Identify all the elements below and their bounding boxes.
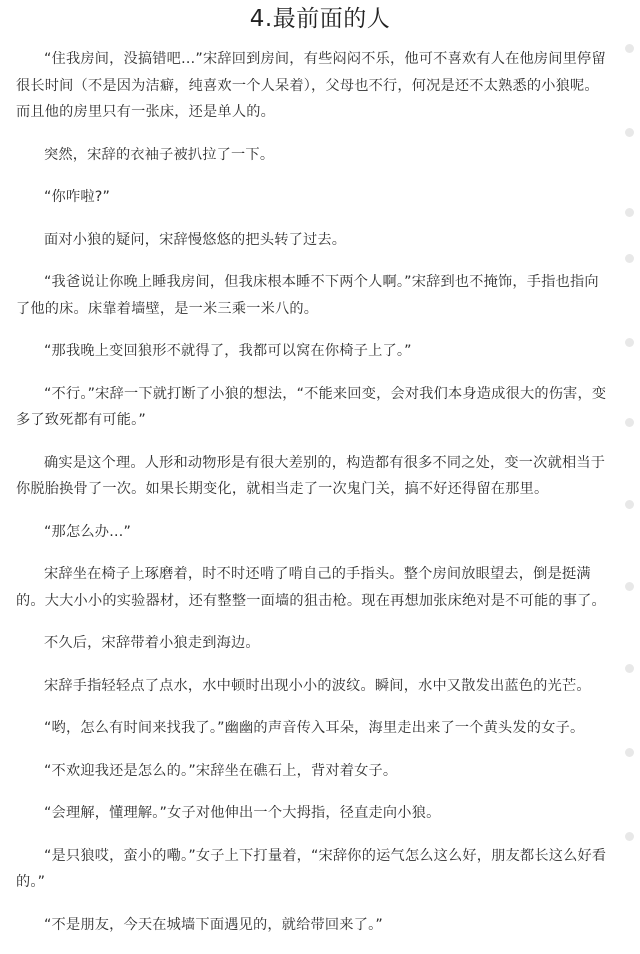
- scroll-dot-icon: [625, 254, 634, 263]
- paragraph: “住我房间，没搞错吧…”宋辞回到房间，有些闷闷不乐，他可不喜欢有人在他房间里停留很长时间（不是因为洁癖，纯喜欢一个人呆着），父母也不行，何况是还不太熟悉的小狼呢。而且他的房里只有一张床，还是单人的。: [16, 51, 606, 120]
- scroll-dot-icon: [625, 832, 634, 841]
- paragraph: “会理解，懂理解。”女子对他伸出一个大拇指，径直走向小狼。: [44, 805, 441, 821]
- paragraph: “不行。”宋辞一下就打断了小狼的想法，“不能来回变，会对我们本身造成很大的伤害，变多了致死都有可能。”: [16, 385, 607, 428]
- scroll-dot-icon: [625, 338, 634, 347]
- paragraph: “我爸说让你晚上睡我房间，但我床根本睡不下两个人啊。”宋辞到也不掩饰，手指也指向了他的床。床靠着墙壁，是一米三乘一米八的。: [16, 274, 599, 317]
- page-scroll-indicator[interactable]: [618, 0, 640, 867]
- paragraph: “不是朋友，今天在城墙下面遇见的，就给带回来了。”: [44, 916, 383, 933]
- paragraph: 突然，宋辞的衣袖子被扒拉了一下。: [44, 146, 275, 163]
- chapter-body: [16, 46, 612, 954]
- paragraph: 宋辞坐在椅子上琢磨着，时不时还啃了啃自己的手指头。整个房间放眼望去，倒是挺满的。大大小小的实验器材，还有整整一面墙的狙击枪。现在再想加张床绝对是不可能的事了。: [16, 566, 606, 609]
- scroll-dot-icon: [625, 748, 634, 757]
- paragraph: 宋辞手指轻轻点了点水，水中顿时出现小小的波纹。瞬间，水中又散发出蓝色的光芒。: [44, 677, 591, 694]
- chapter-title: 4.最前面的人: [249, 6, 391, 32]
- paragraph: “哟，怎么有时间来找我了。”幽幽的声音传入耳朵，海里走出来了一个黄头发的女子。: [44, 720, 585, 736]
- paragraph: 确实是这个理。人形和动物形是有很大差别的，构造都有很多不同之处，变一次就相当于你脱胎换骨了一次。如果长期变化，就相当走了一次鬼门关，搞不好还得留在那里。: [16, 454, 606, 497]
- scroll-dot-icon: [625, 44, 634, 53]
- paragraph: “不欢迎我还是怎么的。”宋辞坐在礁石上，背对着女子。: [44, 762, 398, 779]
- paragraph: “你咋啦?”: [44, 189, 110, 205]
- paragraph: 不久后，宋辞带着小狼走到海边。: [44, 635, 260, 651]
- scroll-dot-icon: [625, 664, 634, 673]
- scroll-dot-icon: [625, 208, 634, 217]
- paragraph: “是只狼哎，蛮小的嘞。”女子上下打量着，“宋辞你的运气怎么这么好，朋友都长这么好看的。”: [16, 847, 607, 890]
- scroll-dot-icon: [625, 418, 634, 427]
- scroll-dot-icon: [625, 582, 634, 591]
- paragraph: 面对小狼的疑问，宋辞慢悠悠的把头转了过去。: [44, 231, 347, 248]
- scroll-dot-icon: [625, 128, 634, 137]
- scroll-dot-icon: [625, 500, 634, 509]
- paragraph: “那我晚上变回狼形不就得了，我都可以窝在你椅子上了。”: [44, 343, 412, 359]
- paragraph: “那怎么办…”: [44, 523, 132, 540]
